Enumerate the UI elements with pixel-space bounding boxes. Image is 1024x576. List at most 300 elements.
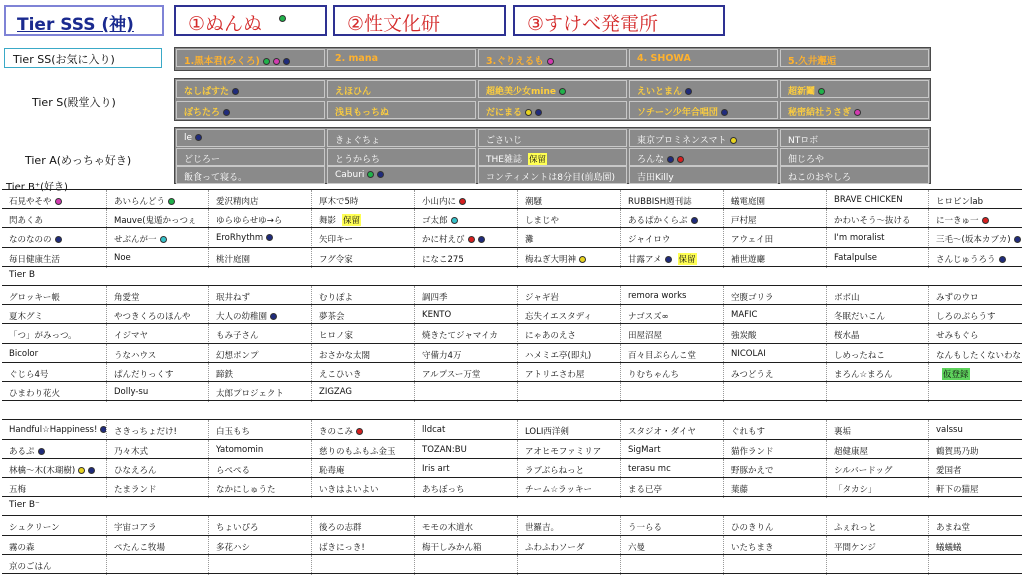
table-cell[interactable] [414,459,517,479]
table-cell[interactable] [311,382,414,402]
table-cell[interactable] [723,305,826,325]
circle-name: やつきくろのほんや [114,312,191,323]
table-cell[interactable] [311,440,414,460]
circle-name: あちぼっち [422,485,465,495]
table-cell[interactable] [723,555,826,575]
circle-name: 夢茶会 [319,312,345,323]
table-cell[interactable] [517,324,620,344]
table-cell[interactable] [928,344,1022,364]
table-cell[interactable] [517,305,620,325]
table-cell[interactable] [106,324,208,344]
circle-name: ゆらゆらせゆ→ら [216,216,283,227]
table-cell[interactable] [414,478,517,498]
tier-cell[interactable] [176,148,325,166]
circle-name: 忘失イエスタディ [525,312,592,323]
table-cell[interactable] [620,324,723,344]
table-cell[interactable] [311,363,414,383]
table-cell[interactable] [723,248,826,268]
tier-cell[interactable] [176,49,325,67]
table-cell[interactable] [517,286,620,306]
row-divider [2,573,1022,574]
table-cell[interactable] [106,286,208,306]
table-cell[interactable] [208,286,311,306]
tier-cell[interactable] [478,101,627,119]
tier-cell[interactable] [629,49,778,67]
table-cell[interactable] [928,459,1022,479]
table-cell[interactable] [723,440,826,460]
table-cell[interactable] [517,382,620,402]
table-cell[interactable] [517,209,620,229]
table-cell[interactable] [826,305,928,325]
circle-name: にゃあのえさ [525,331,576,342]
table-cell[interactable] [414,516,517,536]
table-cell[interactable] [414,555,517,575]
table-cell[interactable] [620,459,723,479]
table-cell[interactable] [620,248,723,268]
tier-cell[interactable] [478,148,627,166]
table-cell[interactable] [414,536,517,556]
circle-name: モモの木道水 [422,523,474,534]
table-cell[interactable] [311,420,414,440]
circle-name: BRAVE CHICKEN [834,195,903,205]
circle-name: あるぷ [9,446,35,457]
tier-cell[interactable] [176,166,325,184]
tier-cell[interactable] [780,80,929,98]
table-cell[interactable] [311,209,414,229]
table-cell[interactable] [414,305,517,325]
table-cell[interactable] [826,248,928,268]
circle-name: 鶴賀馬乃助 [936,446,979,457]
table-cell[interactable] [517,536,620,556]
tier-cell[interactable] [629,80,778,98]
row-divider [2,400,1022,401]
table-cell[interactable] [414,382,517,402]
table-cell[interactable] [106,555,208,575]
status-dot-icon [232,88,239,95]
tier-cell[interactable] [629,166,778,184]
table-cell[interactable] [106,382,208,402]
table-cell[interactable] [208,305,311,325]
table-cell[interactable] [928,228,1022,248]
status-dot-icon [665,256,672,263]
tier-cell[interactable] [478,129,627,147]
circle-name: ジャギ岩 [525,293,559,303]
table-cell[interactable] [723,286,826,306]
tier-cell[interactable] [780,101,929,119]
circle-name: シルバードッグ [834,465,893,476]
table-cell[interactable] [517,459,620,479]
status-dot-icon [270,313,277,320]
tier-cell[interactable] [629,101,778,119]
status-dot-icon [677,156,684,163]
circle-name: まる已亭 [628,485,663,495]
table-cell[interactable] [106,344,208,364]
table-cell[interactable] [2,324,106,344]
status-dot-icon [525,109,532,116]
table-cell[interactable] [106,363,208,383]
table-cell[interactable] [2,516,106,536]
circle-name: THE雑誌 [486,154,522,165]
table-cell[interactable] [414,190,517,210]
status-dot-icon [55,236,62,243]
circle-name: Fatalpulse [834,252,878,263]
circle-name: かわいそう〜抜ける [834,216,911,227]
table-cell[interactable] [2,459,106,479]
table-cell[interactable] [2,344,106,364]
circle-name: remora works [628,291,687,301]
circle-name: しろのぶらうす [936,312,996,323]
table-cell[interactable] [106,516,208,536]
table-cell[interactable] [414,420,517,440]
table-cell[interactable] [311,228,414,248]
table-cell[interactable] [826,344,928,364]
table-cell[interactable] [826,459,928,479]
table-cell[interactable] [106,536,208,556]
status-dot-icon [685,88,692,95]
table-cell[interactable] [311,305,414,325]
circle-name: おさかな太閤 [319,350,371,361]
table-cell[interactable] [826,440,928,460]
table-cell[interactable] [928,324,1022,344]
table-cell[interactable] [928,440,1022,460]
circle-name: グロッキー帳 [9,293,60,303]
table-cell[interactable] [208,516,311,536]
circle-name: 夏木グミ [9,312,44,323]
circle-name: ひなえろん [114,465,157,476]
table-cell[interactable] [517,478,620,498]
table-cell[interactable] [928,516,1022,536]
circle-name: 灘 [525,235,534,246]
circle-name: 百々目ぷらんこ堂 [628,350,697,361]
table-cell[interactable] [928,363,1022,383]
table-cell[interactable] [2,440,106,460]
table-cell[interactable] [928,555,1022,575]
table-cell[interactable] [620,286,723,306]
table-cell[interactable] [2,382,106,402]
status-dot-icon [377,171,384,178]
table-cell[interactable] [106,209,208,229]
circle-name: 梅干しみかん箱 [422,542,482,553]
table-cell[interactable] [620,228,723,248]
circle-name: ふわふわソーダ [525,542,585,553]
tier-cell[interactable] [327,80,476,98]
tier-cell[interactable] [780,49,929,67]
circle-name: 後ろの志群 [319,523,362,534]
tier-cell[interactable] [780,129,929,147]
circle-name: MAFIC [731,310,758,321]
tier-cell[interactable] [629,148,778,166]
table-cell[interactable] [928,209,1022,229]
table-cell[interactable] [2,420,106,440]
tier-cell[interactable] [327,166,476,184]
circle-name: 戸村屋 [731,216,757,227]
circle-name: きのこみ [319,427,354,438]
table-cell[interactable] [2,248,106,268]
circle-name: 六曼 [628,542,646,553]
table-cell[interactable] [517,516,620,536]
table-cell[interactable] [106,305,208,325]
table-cell[interactable] [208,382,311,402]
tier-cell[interactable] [478,80,627,98]
table-cell[interactable] [723,209,826,229]
table-cell[interactable] [928,382,1022,402]
table-cell[interactable] [826,420,928,440]
table-cell[interactable] [826,536,928,556]
table-cell[interactable] [2,536,106,556]
table-cell[interactable] [208,440,311,460]
circle-name: 霧の森 [9,542,35,553]
circle-name: せみもぐら [936,331,979,342]
status-dot-icon [356,428,363,435]
table-cell[interactable] [414,440,517,460]
tier-cell[interactable] [327,129,476,147]
tier-sss-box [4,5,164,36]
table-cell[interactable] [826,324,928,344]
table-cell[interactable] [208,190,311,210]
table-cell[interactable] [311,516,414,536]
tier-cell[interactable] [176,101,325,119]
table-cell[interactable] [414,209,517,229]
circle-name: 宇宙コアラ [114,523,157,534]
table-cell[interactable] [517,555,620,575]
table-cell[interactable] [517,440,620,460]
table-cell[interactable] [620,516,723,536]
circle-name: 3.ぐりえるも [486,56,544,67]
table-cell[interactable] [928,286,1022,306]
table-cell[interactable] [723,228,826,248]
table-cell[interactable] [620,305,723,325]
table-cell[interactable] [311,286,414,306]
table-cell[interactable] [928,190,1022,210]
table-cell[interactable] [2,209,106,229]
table-cell[interactable] [2,228,106,248]
status-dot-icon [38,448,45,455]
table-cell[interactable] [723,382,826,402]
table-cell[interactable] [208,420,311,440]
tier-cell[interactable] [327,101,476,119]
table-cell[interactable] [826,382,928,402]
circle-name: 空腹ゴリラ [731,293,774,303]
table-cell[interactable] [723,190,826,210]
table-cell[interactable] [517,344,620,364]
table-cell[interactable] [208,324,311,344]
tier-cell[interactable] [478,166,627,184]
table-cell[interactable] [620,440,723,460]
circle-name: たまランド [114,485,157,495]
table-cell[interactable] [106,478,208,498]
circle-name: 厚木で5時 [319,197,359,207]
table-cell[interactable] [620,555,723,575]
circle-name: ZIGZAG [319,387,352,397]
circle-name: 調四季 [422,293,448,303]
table-cell[interactable] [723,536,826,556]
circle-name: 超健康屋 [834,446,869,457]
table-cell[interactable] [826,286,928,306]
tier-cell[interactable] [629,129,778,147]
circle-name: イジマヤ [114,331,149,342]
circle-name: 乃々木式 [114,446,149,457]
table-cell[interactable] [2,190,106,210]
table-cell[interactable] [311,324,414,344]
table-cell[interactable] [620,190,723,210]
table-cell[interactable] [2,286,106,306]
table-cell[interactable] [928,478,1022,498]
circle-name: になこ275 [422,254,464,265]
tier-cell[interactable] [327,49,476,67]
circle-name: Dolly-su [114,387,149,397]
table-cell[interactable] [208,459,311,479]
tier-cell[interactable] [478,49,627,67]
table-cell[interactable] [723,420,826,440]
table-cell[interactable] [928,420,1022,440]
table-cell[interactable] [826,190,928,210]
tier-cell[interactable] [780,166,929,184]
table-cell[interactable] [723,324,826,344]
table-cell[interactable] [2,305,106,325]
table-cell[interactable] [620,363,723,383]
sss-box-2[interactable] [333,5,506,36]
circle-name: 林檎〜木(木瑚樹) [9,465,76,476]
table-cell[interactable] [311,536,414,556]
table-cell[interactable] [620,344,723,364]
circle-name: 冬眠だいこん [834,312,886,323]
tier-cell[interactable] [780,148,929,166]
status-dot-icon [982,217,989,224]
circle-name: 甘露アメ [628,254,662,265]
table-cell[interactable] [517,248,620,268]
status-dot-icon [78,467,85,474]
table-cell[interactable] [826,516,928,536]
table-cell[interactable] [208,209,311,229]
tier-cell[interactable] [176,129,325,147]
circle-name: Bicolor [9,348,39,359]
table-cell[interactable] [208,555,311,575]
table-cell[interactable] [311,478,414,498]
circle-name: えいとまん [637,87,683,97]
table-cell[interactable] [414,228,517,248]
table-cell[interactable] [414,286,517,306]
status-dot-icon [223,109,230,116]
table-cell[interactable] [208,478,311,498]
table-cell[interactable] [311,555,414,575]
tier-a-label: Tier A(めっちゃ好き) [25,154,132,167]
circle-name: 矢印キー [319,235,354,246]
status-dot-icon [367,171,374,178]
table-cell[interactable] [311,190,414,210]
table-cell[interactable] [620,382,723,402]
table-cell[interactable] [106,190,208,210]
table-cell[interactable] [826,555,928,575]
table-cell[interactable] [723,478,826,498]
table-cell[interactable] [620,478,723,498]
table-cell[interactable] [208,344,311,364]
table-cell[interactable] [208,248,311,268]
table-cell[interactable] [106,440,208,460]
circle-name: I'm moralist [834,233,885,244]
circle-name: えほひん [335,87,372,97]
table-cell[interactable] [928,305,1022,325]
table-cell[interactable] [414,344,517,364]
table-cell[interactable] [311,344,414,364]
circle-name: みつどうえ [731,369,774,380]
circle-name: 閃あくあ [9,216,44,227]
circle-name: 多花ハシ [216,542,251,553]
circle-name: さきっちょだけ! [114,427,177,438]
circle-name: むりぽよ [319,293,354,303]
table-cell[interactable] [311,248,414,268]
circle-name: 補世遊廳 [731,254,766,265]
table-cell[interactable] [723,516,826,536]
circle-name: しめったねこ [834,350,885,361]
table-cell[interactable] [517,228,620,248]
table-cell[interactable] [414,324,517,344]
table-cell[interactable] [723,363,826,383]
table-cell[interactable] [826,228,928,248]
table-cell[interactable] [826,209,928,229]
table-cell[interactable] [620,209,723,229]
table-cell[interactable] [928,536,1022,556]
table-cell[interactable] [414,248,517,268]
circle-name: ボボ山 [834,293,860,303]
circle-name: Noe [114,252,131,263]
table-cell[interactable] [106,248,208,268]
tier-bplus-label: Tier B⁺(好き) [6,182,68,193]
sss-box-3[interactable] [513,5,725,36]
table-cell[interactable] [208,536,311,556]
table-cell[interactable] [723,344,826,364]
circle-name: ぽちたろ [184,108,221,118]
circle-name: 大人の幼稚園 [216,312,268,323]
status-dot-icon [195,134,202,141]
circle-name: EroRhythm [216,233,264,244]
circle-name: 桜水晶 [834,331,860,342]
table-cell[interactable] [723,459,826,479]
table-cell[interactable] [826,478,928,498]
table-cell[interactable] [106,420,208,440]
table-cell[interactable] [517,190,620,210]
status-dot-icon [818,88,825,95]
table-cell[interactable] [208,363,311,383]
table-cell[interactable] [106,459,208,479]
tier-cell[interactable] [327,148,476,166]
table-cell[interactable] [414,363,517,383]
table-cell[interactable] [620,536,723,556]
tier-cell[interactable] [176,80,325,98]
table-cell[interactable] [517,420,620,440]
circle-name: らぺぺる [216,465,251,476]
table-cell[interactable] [620,420,723,440]
sss-box-1[interactable] [174,5,327,36]
table-cell[interactable] [106,228,208,248]
circle-name: ゴ太郎 [422,216,448,227]
table-cell[interactable] [311,459,414,479]
table-cell[interactable] [928,248,1022,268]
circle-name: ごさいじ [486,136,523,146]
circle-name: 裏垢 [834,427,852,438]
table-cell[interactable] [2,555,106,575]
status-tag: 仮登録 [943,369,969,380]
table-cell[interactable] [517,363,620,383]
circle-name: いたちまき [731,542,774,553]
circle-name: ソチーン少年合唱団 [637,108,718,118]
status-dot-icon [730,137,737,144]
table-cell[interactable] [2,478,106,498]
table-cell[interactable] [826,363,928,383]
table-cell[interactable] [208,228,311,248]
circle-name: 東京プロミネンスマト [637,136,727,146]
table-cell[interactable] [2,363,106,383]
circle-name: Yatomomin [216,444,264,455]
